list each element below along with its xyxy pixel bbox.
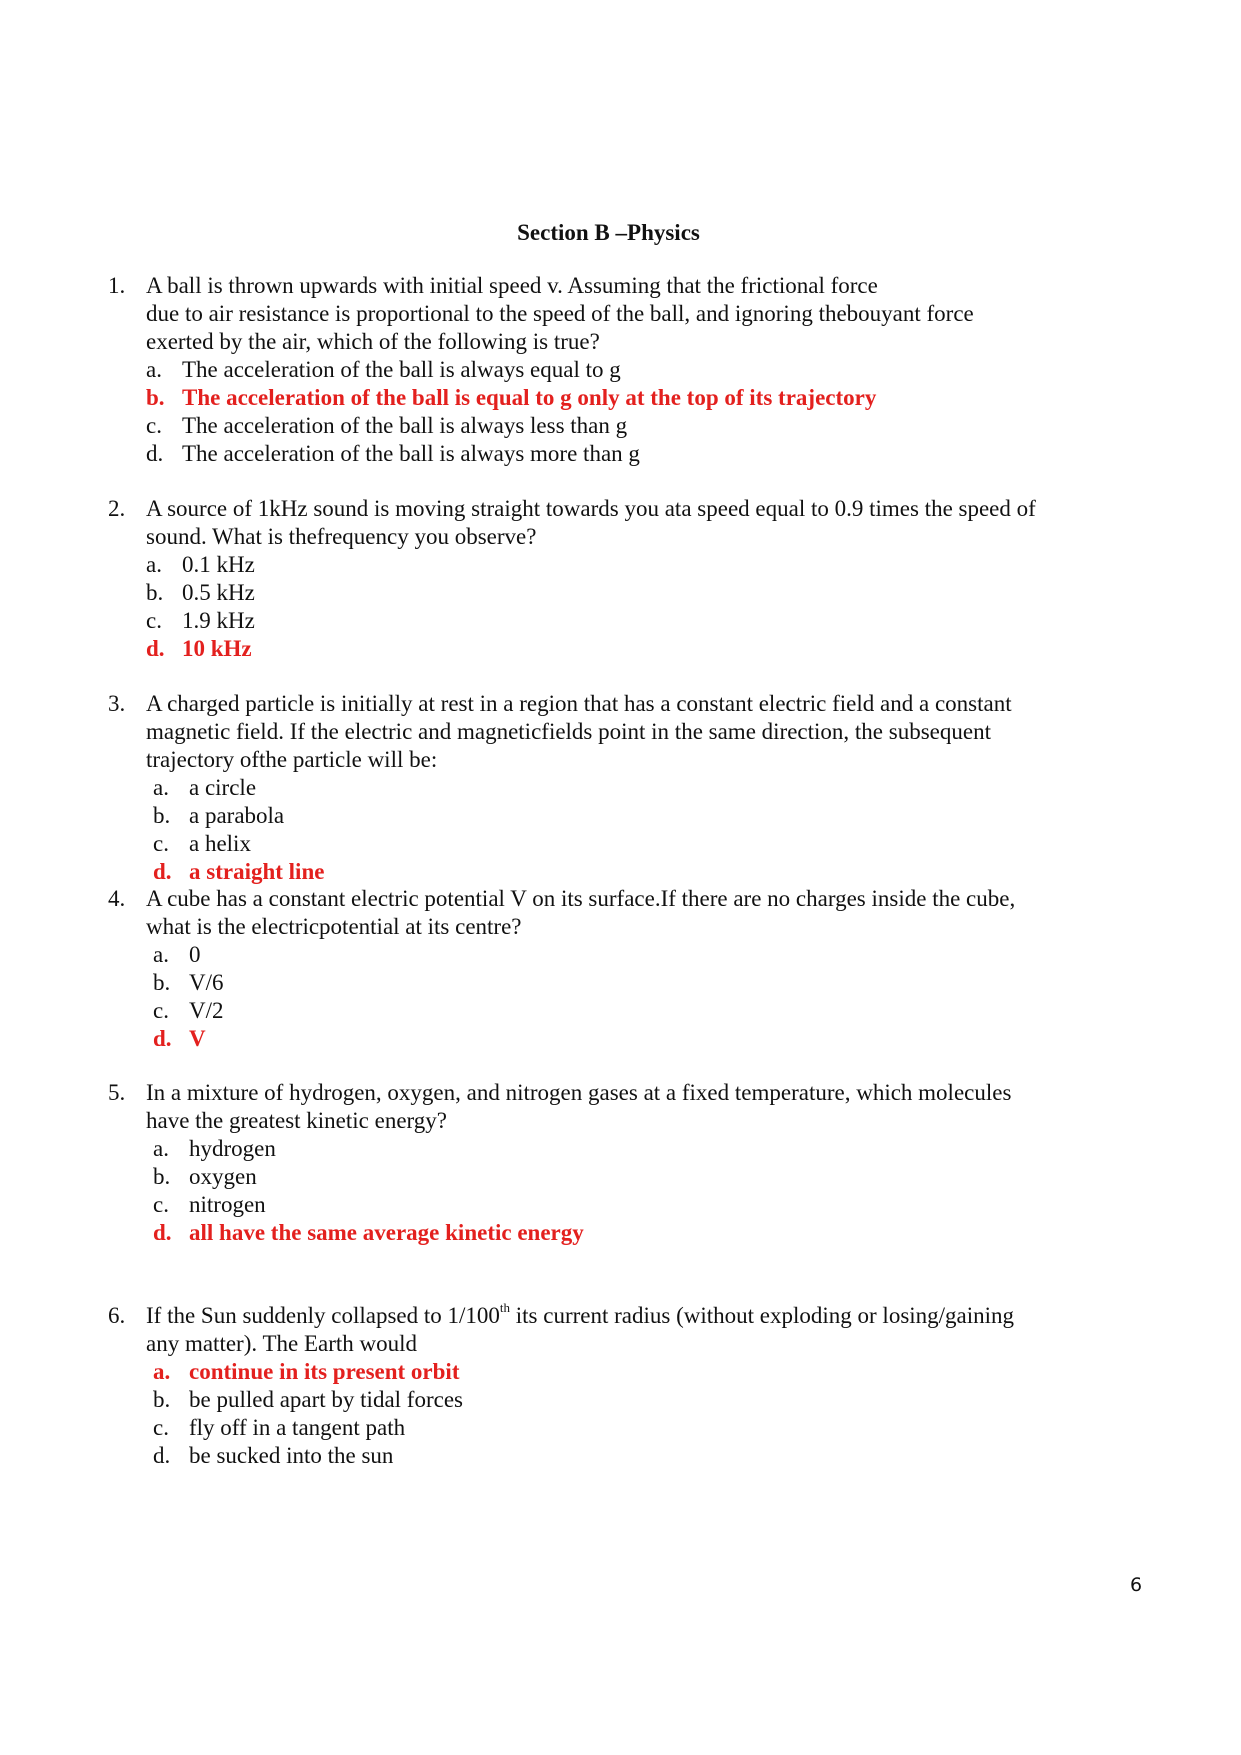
question-text-line: A source of 1kHz sound is moving straight towards you ata speed equal to 0.9 times the speed of [146, 496, 1036, 521]
option-letter: a. [146, 357, 162, 382]
page-number: 6 [1130, 1574, 1143, 1596]
option-text: The acceleration of the ball is always more than g [182, 441, 640, 466]
question-text-line: sound. What is thefrequency you observe? [146, 524, 537, 549]
option-letter: b. [153, 970, 171, 995]
question-text-segment: If the Sun suddenly collapsed to 1/100 [146, 1303, 500, 1328]
question-text-line: In a mixture of hydrogen, oxygen, and nitrogen gases at a fixed temperature, which molecules [146, 1080, 1012, 1105]
option-text: V [189, 1026, 206, 1051]
option-letter: c. [153, 998, 169, 1023]
option-letter: d. [153, 859, 172, 884]
superscript: th [499, 1300, 511, 1316]
option-text: be pulled apart by tidal forces [189, 1387, 463, 1412]
option-letter: c. [153, 1415, 169, 1440]
question-text-line: magnetic field. If the electric and magneticfields point in the same direction, the subsequent [146, 719, 991, 744]
option-text: nitrogen [189, 1192, 266, 1217]
option-text: oxygen [189, 1164, 257, 1189]
option-letter: c. [153, 831, 169, 856]
question-number: 6. [108, 1303, 126, 1328]
option-text: hydrogen [189, 1136, 276, 1161]
option-letter: a. [153, 1136, 169, 1161]
option-text: fly off in a tangent path [189, 1415, 406, 1440]
option-letter: b. [153, 803, 171, 828]
question-text-line: any matter). The Earth would [146, 1331, 418, 1356]
option-letter: c. [146, 413, 162, 438]
question-text-line: exerted by the air, which of the following is true? [146, 329, 600, 354]
option-letter: c. [146, 608, 162, 633]
question-number: 1. [108, 273, 126, 298]
option-text: a helix [189, 831, 251, 856]
option-text: continue in its present orbit [189, 1359, 460, 1384]
question-number: 5. [108, 1080, 126, 1105]
question-text-line: trajectory ofthe particle will be: [146, 747, 438, 772]
option-letter: b. [146, 385, 165, 410]
option-text: all have the same average kinetic energy [189, 1220, 584, 1245]
option-text: The acceleration of the ball is equal to g only at the top of its trajectory [182, 385, 877, 410]
question-text-line: A cube has a constant electric potential V on its surface.If there are no charges inside the cube, [146, 886, 1016, 911]
option-text: 0 [189, 942, 201, 967]
option-letter: b. [153, 1387, 171, 1412]
option-text: The acceleration of the ball is always equal to g [182, 357, 621, 382]
option-text: The acceleration of the ball is always less than g [182, 413, 628, 438]
option-letter: d. [153, 1026, 172, 1051]
option-text: V/6 [189, 970, 224, 995]
option-text: 1.9 kHz [182, 608, 255, 633]
option-letter: d. [146, 441, 164, 466]
option-text: 0.5 kHz [182, 580, 255, 605]
question-text-line: what is the electricpotential at its centre? [146, 914, 522, 939]
option-letter: a. [153, 1359, 171, 1384]
option-text: V/2 [189, 998, 224, 1023]
option-letter: a. [153, 775, 169, 800]
question-text-line: due to air resistance is proportional to the speed of the ball, and ignoring thebouyant force [146, 301, 974, 326]
option-letter: b. [146, 580, 164, 605]
option-text: a parabola [189, 803, 285, 828]
option-letter: d. [146, 636, 165, 661]
question-text-line [146, 1302, 1014, 1330]
option-letter: c. [153, 1192, 169, 1217]
option-letter: d. [153, 1443, 171, 1468]
option-letter: b. [153, 1164, 171, 1189]
question-text-segment: its current radius (without exploding or losing/gaining [510, 1303, 1015, 1328]
question-text-line: have the greatest kinetic energy? [146, 1108, 447, 1133]
section-title: Section B –Physics [517, 220, 700, 245]
option-letter: a. [153, 942, 169, 967]
option-text: 10 kHz [182, 636, 252, 661]
question-text-line: A ball is thrown upwards with initial speed v. Assuming that the frictional force [146, 273, 878, 298]
option-letter: d. [153, 1220, 172, 1245]
question-text-line: A charged particle is initially at rest in a region that has a constant electric field and a constant [146, 691, 1012, 716]
question-number: 2. [108, 496, 126, 521]
option-text: be sucked into the sun [189, 1443, 394, 1468]
question-number: 3. [108, 691, 126, 716]
option-letter: a. [146, 552, 162, 577]
option-text: 0.1 kHz [182, 552, 255, 577]
option-text: a straight line [189, 859, 325, 884]
option-text: a circle [189, 775, 257, 800]
question-number: 4. [108, 886, 126, 911]
